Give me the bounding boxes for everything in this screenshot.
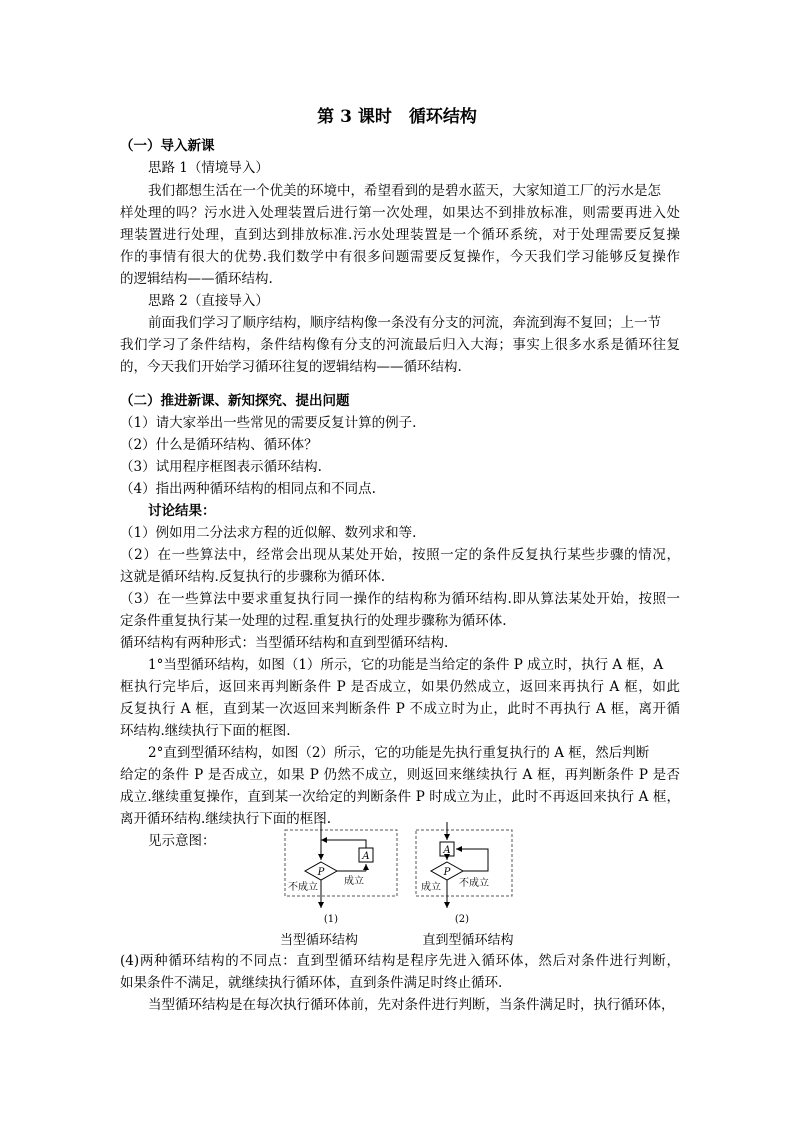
paragraph-line: 样处理的吗？污水进入处理装置后进行第一次处理，如果达不到排放标准，则需要再进入处 bbox=[120, 205, 680, 221]
figure-2-yes-label: 成立 bbox=[421, 882, 441, 893]
paragraph-line: 给定的条件 P 是否成立，如果 P 仍然不成立，则返回来继续执行 A 框，再判断条件 P 是否 bbox=[120, 767, 680, 783]
paragraph-line: 循环结构有两种形式：当型循环结构和直到型循环结构. bbox=[120, 635, 449, 651]
discussion-heading: 讨论结果： bbox=[148, 503, 216, 519]
question-item: （3）试用程序框图表示循环结构. bbox=[120, 459, 322, 475]
paragraph-line: 成立.继续重复操作，直到某一次给定的判断条件 P 时成立为止，此时不再返回来执行 A 框， bbox=[120, 789, 680, 805]
figure-1-box-label: A bbox=[362, 851, 370, 862]
figure-1-caption: 当型循环结构 bbox=[279, 933, 359, 948]
question-item: （4）指出两种循环结构的相同点和不同点. bbox=[120, 481, 376, 497]
paragraph-line: 作的事情有很大的优势.我们数学中有很多问题需要反复操作，今天我们学习能够反复操作 bbox=[120, 249, 680, 265]
figure-1-while-loop bbox=[285, 822, 397, 925]
paragraph-line: 的逻辑结构——循环结构. bbox=[120, 271, 273, 287]
figure-2-no-label: 不成立 bbox=[459, 878, 489, 889]
paragraph-line: 1°当型循环结构，如图（1）所示，它的功能是当给定的条件 P 成立时，执行 A 框，A bbox=[148, 657, 664, 673]
paragraph-line: 2°直到型循环结构，如图（2）所示，它的功能是先执行重复执行的 A 框，然后判断 bbox=[148, 745, 650, 761]
figure-2-condition-label: P bbox=[443, 867, 451, 878]
subheading-approach-1: 思路 1（情境导入） bbox=[148, 160, 269, 176]
page-title: 第 3 课时 循环结构 bbox=[317, 107, 477, 127]
figure-1-number: (1) bbox=[323, 914, 339, 925]
figure-2-caption: 直到型循环结构 bbox=[422, 933, 514, 948]
section-heading-intro: （一）导入新课 bbox=[120, 138, 215, 154]
section-heading-new-lesson: （二）推进新课、新知探究、提出问题 bbox=[120, 393, 350, 409]
paragraph-line: 离开循环结构.继续执行下面的框图. bbox=[120, 811, 332, 827]
paragraph-line: 的，今天我们开始学习循环往复的逻辑结构——循环结构. bbox=[120, 359, 462, 375]
paragraph-line: (4)两种循环结构的不同点：直到型循环结构是程序先进入循环体，然后对条件进行判断， bbox=[120, 953, 680, 969]
paragraph-line: 前面我们学习了顺序结构，顺序结构像一条没有分支的河流，奔流到海不复回；上一节 bbox=[148, 315, 661, 331]
paragraph-line: 我们学习了条件结构，条件结构像有分支的河流最后归入大海；事实上很多水系是循环往复 bbox=[120, 337, 680, 353]
answer-item: 这就是循环结构.反复执行的步骤称为循环体. bbox=[120, 569, 386, 585]
paragraph-line: 框执行完毕后，返回来再判断条件 P 是否成立，如果仍然成立，返回来再执行 A 框，如此 bbox=[120, 679, 680, 695]
answer-item: （2）在一些算法中，经常会出现从某处开始，按照一定的条件反复执行某些步骤的情况， bbox=[120, 547, 680, 563]
paragraph-line: 理装置进行处理，直到达到排放标准.污水处理装置是一个循环系统，对于处理需要反复操 bbox=[120, 227, 680, 243]
paragraph-line: 我们都想生活在一个优美的环境中，希望看到的是碧水蓝天，大家知道工厂的污水是怎 bbox=[148, 183, 661, 199]
figure-1-yes-label: 成立 bbox=[344, 876, 364, 887]
paragraph-line: 当型循环结构是在每次执行循环体前，先对条件进行判断，当条件满足时，执行循环体， bbox=[148, 997, 675, 1013]
answer-item: 定条件重复执行某一处理的过程.重复执行的处理步骤称为循环体. bbox=[120, 613, 507, 629]
question-item: （1）请大家举出一些常见的需要反复计算的例子. bbox=[120, 415, 417, 431]
paragraph-line: 环结构.继续执行下面的框图. bbox=[120, 723, 291, 739]
paragraph-line: 如果条件不满足，就继续执行循环体，直到条件满足时终止循环. bbox=[120, 975, 503, 991]
figure-1-condition-label: P bbox=[317, 867, 325, 878]
answer-item: （3）在一些算法中要求重复执行同一操作的结构称为循环结构.即从算法某处开始，按照一 bbox=[120, 591, 680, 607]
question-item: （2）什么是循环结构、循环体？ bbox=[120, 437, 318, 453]
subheading-approach-2: 思路 2（直接导入） bbox=[148, 293, 269, 309]
figure-2-number: (2) bbox=[454, 914, 470, 925]
figure-2-until-loop bbox=[416, 822, 512, 925]
figure-2-box-label: A bbox=[443, 845, 451, 856]
paragraph-line: 见示意图： bbox=[148, 833, 216, 849]
figure-1-no-label: 不成立 bbox=[288, 882, 318, 893]
paragraph-line: 反复执行 A 框，直到某一次返回来判断条件 P 不成立时为止，此时不再执行 A 框，离开循 bbox=[120, 701, 680, 717]
answer-item: （1）例如用二分法求方程的近似解、数列求和等. bbox=[120, 525, 417, 541]
